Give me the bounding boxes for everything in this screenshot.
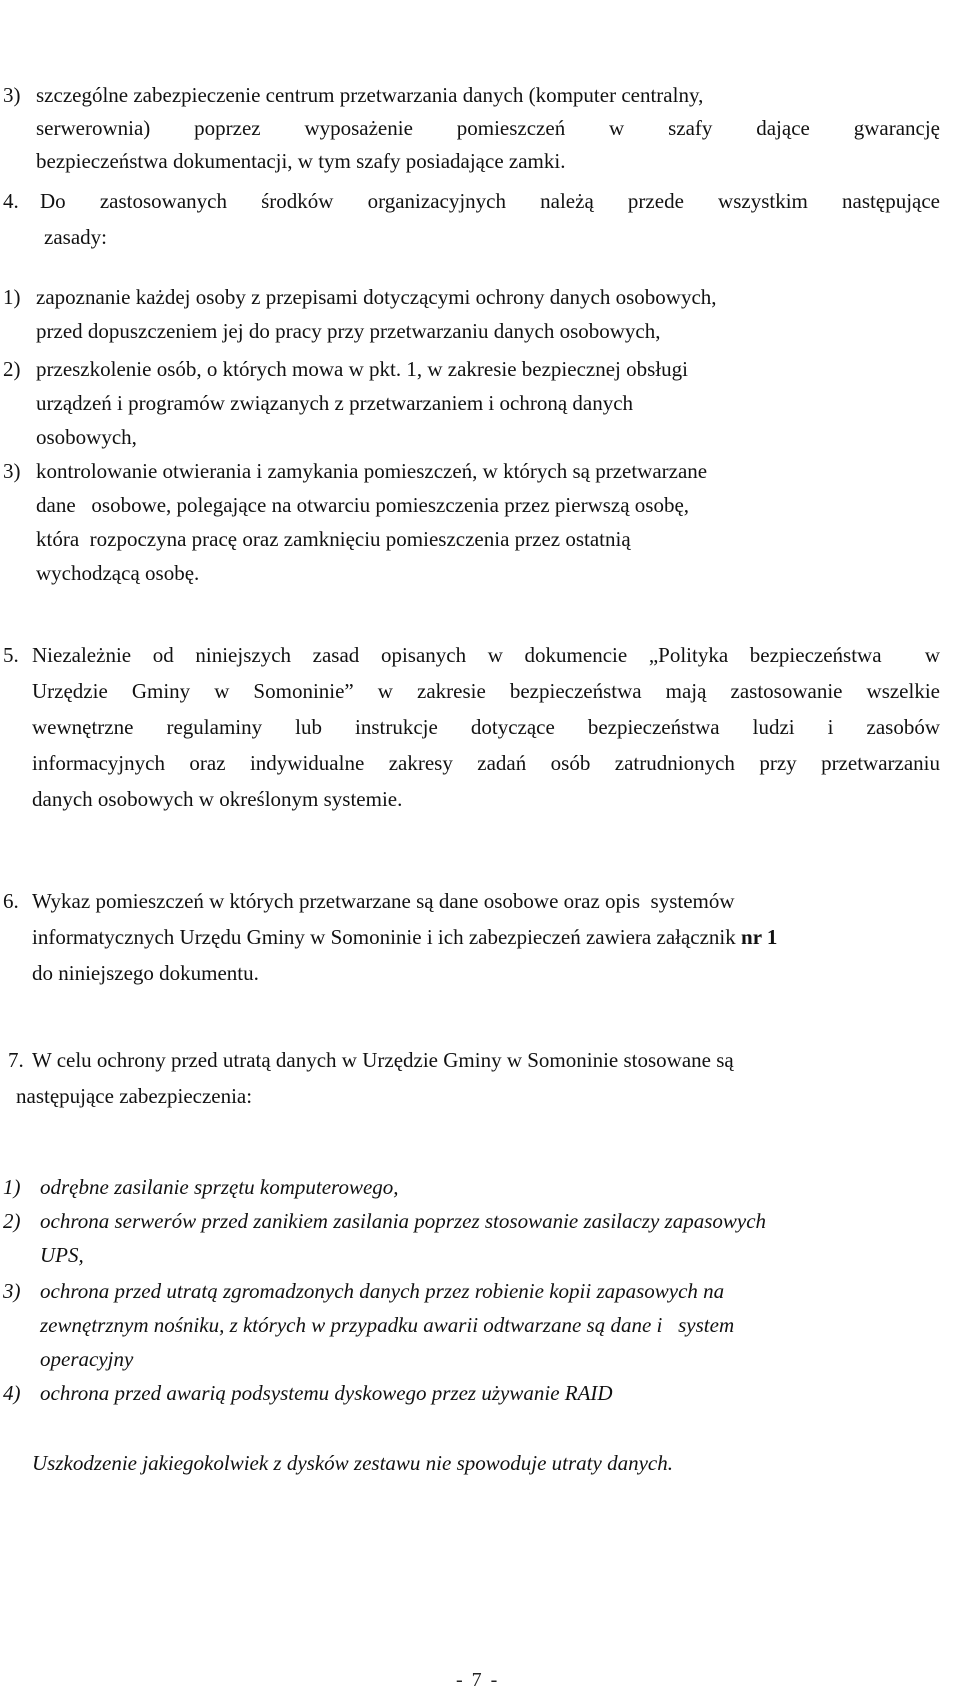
section-5-line: wewnętrzne regulaminy lub instrukcje dotyczące bezpieczeństwa ludzi i zasobów xyxy=(32,715,940,739)
item-line: dane osobowe, polegające na otwarciu pomieszczenia przez pierwszą osobę, xyxy=(36,493,690,517)
section-6-line xyxy=(32,922,777,952)
section-4-number: 4. xyxy=(3,189,19,213)
item-line: przed dopuszczeniem jej do pracy przy przetwarzaniu danych osobowych, xyxy=(36,319,661,343)
section-5-line: danych osobowych w określonym systemie. xyxy=(32,787,403,811)
section-5-number: 5. xyxy=(3,643,19,667)
item-number: 1) xyxy=(3,285,21,309)
item-line: odrębne zasilanie sprzętu komputerowego, xyxy=(40,1175,399,1199)
item-line: która rozpoczyna pracę oraz zamknięciu pomieszczenia przez ostatnią xyxy=(36,527,631,551)
item-number: 3) xyxy=(3,1279,21,1303)
section-4-line: Do zastosowanych środków organizacyjnych należą przede wszystkim następujące xyxy=(40,189,940,213)
item-line: ochrona serwerów przed zanikiem zasilania poprzez stosowanie zasilaczy zapasowych xyxy=(40,1209,767,1233)
section-3-number: 3) xyxy=(3,83,21,107)
section-6-line: do niniejszego dokumentu. xyxy=(32,961,259,985)
section-5-line: Niezależnie od niniejszych zasad opisanych w dokumencie „Polityka bezpieczeństwa w xyxy=(32,643,940,667)
section-6-line: Wykaz pomieszczeń w których przetwarzane są dane osobowe oraz opis systemów xyxy=(32,889,735,913)
item-line: urządzeń i programów związanych z przetwarzaniem i ochroną danych xyxy=(36,391,634,415)
item-number: 2) xyxy=(3,1209,21,1233)
item-line: zewnętrznym nośniku, z których w przypadku awarii odtwarzane są dane i system xyxy=(40,1313,735,1337)
section-3-line: szczególne zabezpieczenie centrum przetwarzania danych (komputer centralny, xyxy=(36,83,704,107)
item-line: ochrona przed utratą zgromadzonych danych przez robienie kopii zapasowych na xyxy=(40,1279,725,1303)
section-3-line: serwerownia) poprzez wyposażenie pomieszczeń w szafy dające gwarancję xyxy=(36,116,940,140)
item-line: kontrolowanie otwierania i zamykania pomieszczeń, w których są przetwarzane xyxy=(36,459,708,483)
section-4-line: zasady: xyxy=(44,225,107,249)
item-line: wychodzącą osobę. xyxy=(36,561,200,585)
item-number: 4) xyxy=(3,1381,21,1405)
item-line: operacyjny xyxy=(40,1347,134,1371)
section-3-line: bezpieczeństwa dokumentacji, w tym szafy posiadające zamki. xyxy=(36,149,566,173)
section-7-line: następujące zabezpieczenia: xyxy=(16,1084,253,1108)
item-line: zapoznanie każdej osoby z przepisami dotyczącymi ochrony danych osobowych, xyxy=(36,285,717,309)
section-7-line: W celu ochrony przed utratą danych w Urzędzie Gminy w Somoninie stosowane są xyxy=(32,1048,734,1072)
item-number: 3) xyxy=(3,459,21,483)
item-number: 2) xyxy=(3,357,21,381)
section-7-number: 7. xyxy=(8,1048,24,1072)
item-line: osobowych, xyxy=(36,425,137,449)
item-line: ochrona przed awarią podsystemu dyskowego przez używanie RAID xyxy=(40,1381,613,1405)
closing-note: Uszkodzenie jakiegokolwiek z dysków zestawu nie spowoduje utraty danych. xyxy=(32,1451,673,1475)
item-line: UPS, xyxy=(40,1243,84,1267)
section-6-number: 6. xyxy=(3,889,19,913)
page-number: - 7 - xyxy=(456,1669,500,1691)
item-line: przeszkolenie osób, o których mowa w pkt. 1, w zakresie bezpiecznej obsługi xyxy=(36,357,688,381)
item-number: 1) xyxy=(3,1175,21,1199)
section-6-line-text: informatycznych Urzędu Gminy w Somoninie i ich zabezpieczeń zawiera załącznik xyxy=(32,925,742,949)
attachment-number: nr 1 xyxy=(741,925,778,949)
section-5-line: Urzędzie Gminy w Somoninie” w zakresie bezpieczeństwa mają zastosowanie wszelkie xyxy=(32,679,940,703)
section-5-line: informacyjnych oraz indywidualne zakresy zadań osób zatrudnionych przy przetwarzaniu xyxy=(32,751,940,775)
